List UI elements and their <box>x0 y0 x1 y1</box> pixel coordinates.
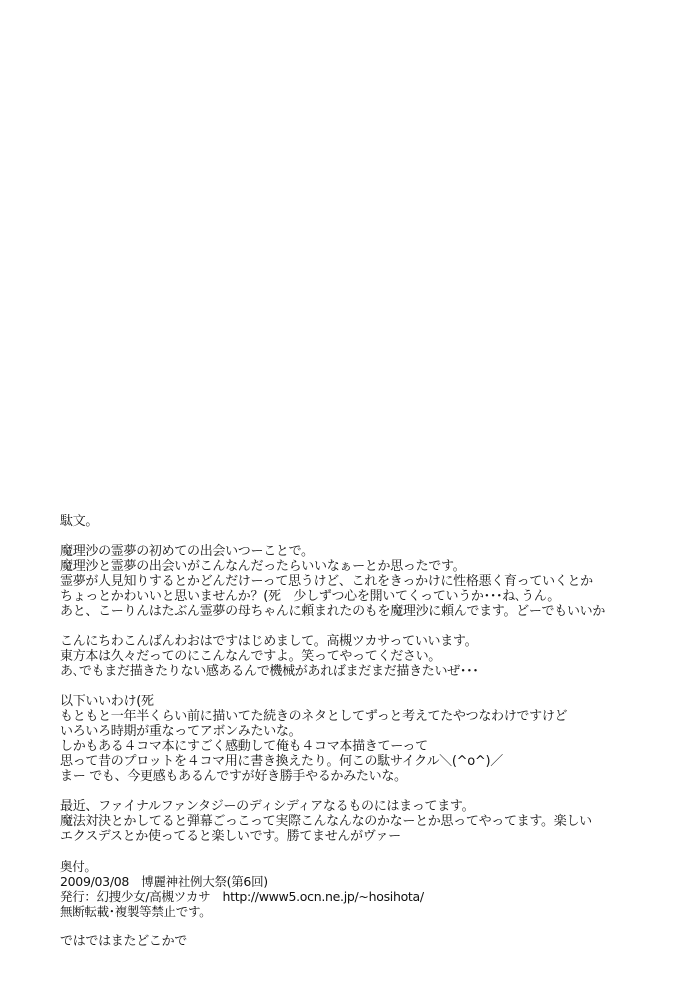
text-line: もともと一年半くらい前に描いてた続きのネタとしてずっと考えてたやつなわけですけど <box>60 709 568 724</box>
paragraph-gap <box>60 844 690 859</box>
text-line: 最近、ファイナルファンタジーのディシディアなるものにはまってます。 <box>60 799 475 814</box>
colophon-notice: 無断転載･複製等禁止です。 <box>60 904 212 919</box>
text-line: しかもある４コマ本にすごく感動して俺も４コマ本描きてーって <box>60 739 428 754</box>
colophon <box>60 859 690 919</box>
closing-line: ではではまたどこかで <box>60 934 188 949</box>
text-line: まー でも、今更感もあるんですが好き勝手やるかみたいな。 <box>60 769 407 784</box>
text-line: 東方本は久々だってのにこんなんですよ。笑ってやってください。 <box>60 649 442 664</box>
colophon-date-event: 2009/03/08 博麗神社例大祭(第6回) <box>60 874 268 889</box>
paragraph-gap <box>60 679 690 694</box>
paragraph-recent <box>60 799 690 844</box>
paragraph-first-meeting <box>60 544 690 619</box>
text-line: エクスデスとか使ってると楽しいです。勝てませんがヴァー <box>60 829 401 844</box>
text-line: 魔法対決とかしてると弾幕ごっこって実際こんなんなのかなーとか思ってやってます。楽しい <box>60 814 592 829</box>
text-line: あと、こーりんはたぶん霊夢の母ちゃんに頼まれたのもを魔理沙に頼んでます。どーでもいいか <box>60 604 606 619</box>
paragraph-greeting <box>60 634 690 679</box>
text-line: ちょっとかわいいと思いませんか？(死 少しずつ心を開いてくっていうか･･･ね､うん。 <box>60 589 560 604</box>
text-line: こんにちわこんばんわおはですはじめまして。高槻ツカサっていいます。 <box>60 634 478 649</box>
colophon-publisher: 発行：幻捜少女/高槻ツカサ http://www5.ocn.ne.jp/~hosihota/ <box>60 889 424 904</box>
afterword-text <box>60 514 690 949</box>
text-line: 思って昔のプロットを４コマ用に書き換えたり。何この駄サイクル＼(^o^)／ <box>60 754 503 769</box>
paragraph-gap <box>60 619 690 634</box>
afterword-heading: 駄文。 <box>60 514 99 529</box>
text-line: 以下いいわけ(死 <box>60 694 154 709</box>
paragraph-gap <box>60 784 690 799</box>
text-line: 霊夢が人見知りするとかどんだけーって思うけど、これをきっかけに性格悪く育っていくとか <box>60 574 593 589</box>
text-line: いろいろ時期が重なってアボンみたいな。 <box>60 724 302 739</box>
text-line: あ､でもまだ描きたりない感あるんで機械があればまだまだ描きたいぜ･･･ <box>60 664 479 679</box>
paragraph-gap <box>60 919 690 934</box>
colophon-title: 奥付。 <box>60 859 97 874</box>
paragraph-excuse <box>60 694 690 784</box>
text-line: 魔理沙と霊夢の出会いがこんなんだったらいいなぁーとか思ったです。 <box>60 559 466 574</box>
text-line: 魔理沙の霊夢の初めての出会いつーことで。 <box>60 544 314 559</box>
